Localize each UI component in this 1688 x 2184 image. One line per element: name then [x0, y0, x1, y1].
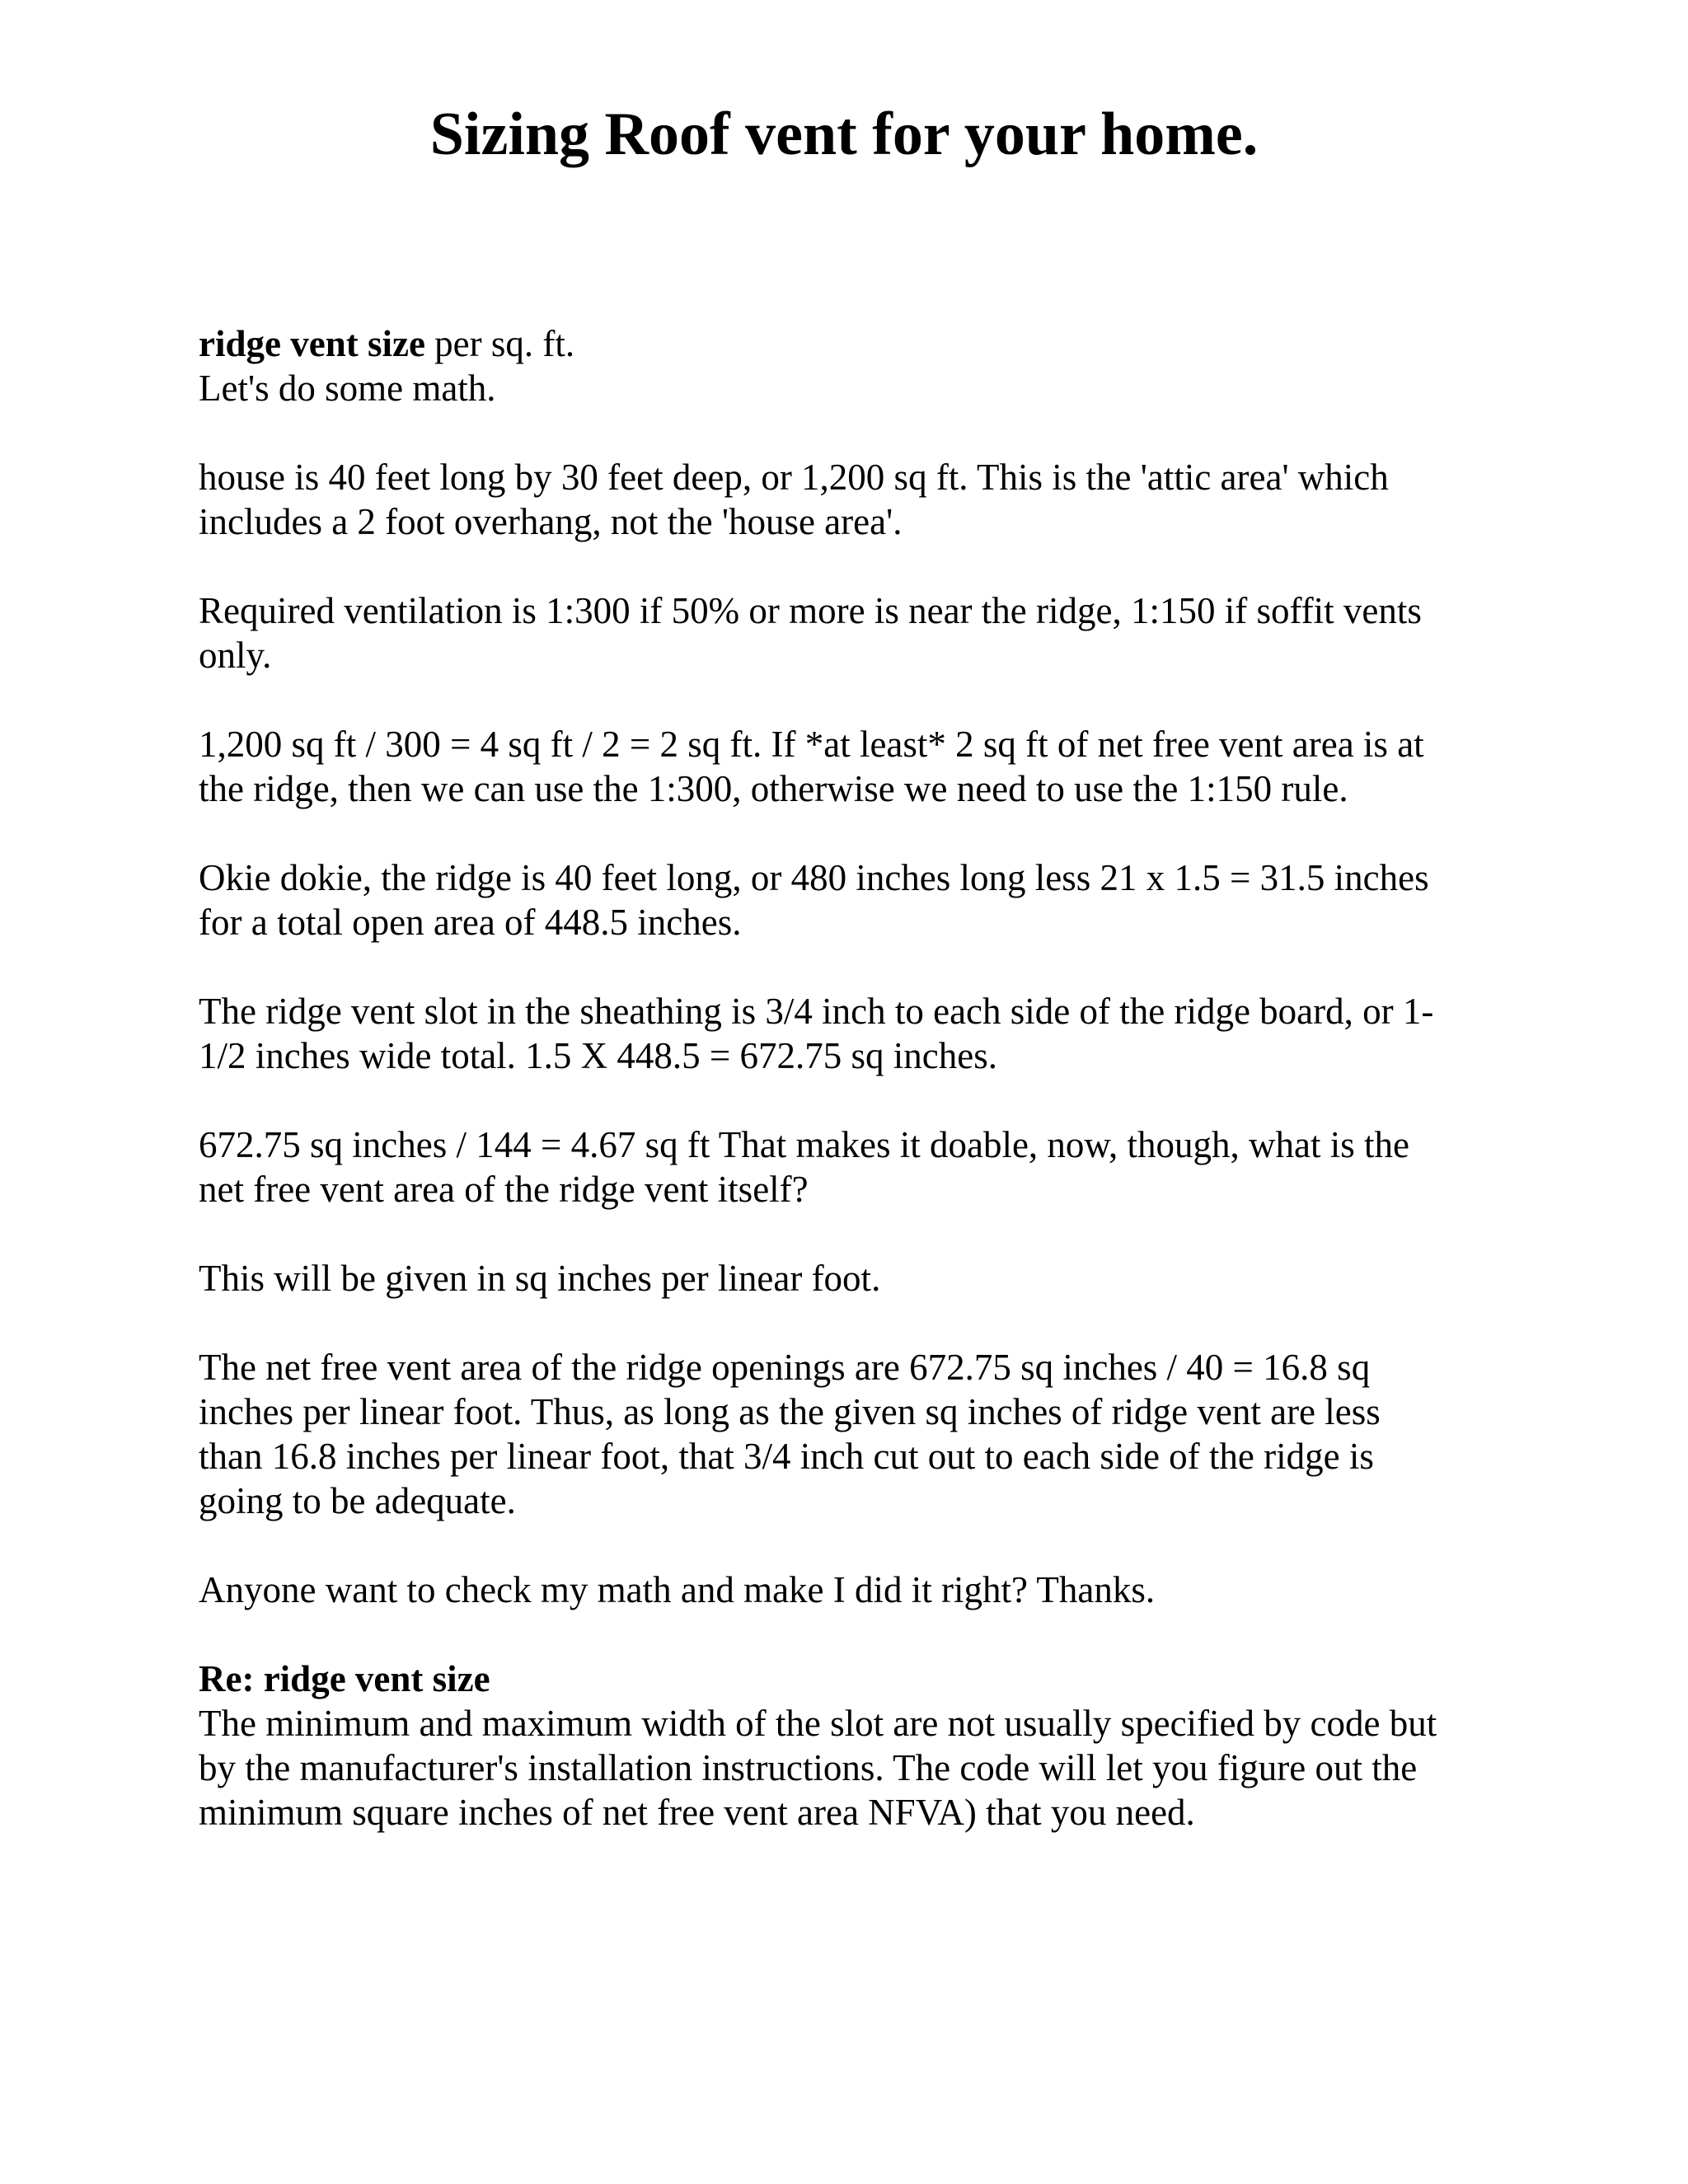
- reply-line: The minimum and maximum width of the slot are not usually specified by code but: [199, 1703, 1437, 1744]
- paragraph-line: 1/2 inches wide total. 1.5 X 448.5 = 672.75 sq inches.: [199, 1035, 998, 1076]
- reply-line: by the manufacturer's installation instructions. The code will let you figure out the: [199, 1747, 1418, 1788]
- paragraph-line: Okie dokie, the ridge is 40 feet long, or 480 inches long less 21 x 1.5 = 31.5 inches: [199, 857, 1429, 898]
- intro-topic-rest: per sq. ft.: [424, 323, 575, 364]
- paragraph-calculation: [199, 722, 1501, 811]
- paragraph-line: the ridge, then we can use the 1:300, otherwise we need to use the 1:150 rule.: [199, 768, 1348, 809]
- page-title: Sizing Roof vent for your home.: [429, 101, 1259, 168]
- paragraph-line: 672.75 sq inches / 144 = 4.67 sq ft That makes it doable, now, though, what is the: [199, 1124, 1409, 1165]
- paragraph-required-ventilation: [199, 588, 1501, 677]
- document-body: [199, 321, 1501, 1835]
- paragraph-line: Anyone want to check my math and make I did it right? Thanks.: [199, 1569, 1156, 1610]
- paragraph-line: 1,200 sq ft / 300 = 4 sq ft / 2 = 2 sq ft. If *at least* 2 sq ft of net free vent area is at: [199, 724, 1424, 765]
- paragraph-attic-area: [199, 455, 1501, 544]
- paragraph-line: Required ventilation is 1:300 if 50% or more is near the ridge, 1:150 if soffit vents: [199, 590, 1422, 631]
- reply-section: [199, 1657, 1501, 1835]
- intro-topic-line: [199, 321, 1501, 366]
- paragraph-net-free-area: [199, 1345, 1501, 1523]
- paragraph-line: for a total open area of 448.5 inches.: [199, 902, 742, 943]
- intro-line: Let's do some math.: [199, 368, 496, 409]
- paragraph-line: includes a 2 foot overhang, not the 'house area'.: [199, 501, 903, 542]
- paragraph-line: net free vent area of the ridge vent itself?: [199, 1169, 809, 1210]
- paragraph-line: The ridge vent slot in the sheathing is 3/4 inch to each side of the ridge board, or 1-: [199, 991, 1434, 1032]
- paragraph-closing-question: [199, 1568, 1501, 1612]
- reply-heading: Re: ridge vent size: [199, 1658, 490, 1699]
- paragraph-line: only.: [199, 635, 272, 676]
- intro-topic-bold: ridge vent size: [199, 323, 425, 364]
- paragraph-square-feet: [199, 1122, 1501, 1212]
- paragraph-line: The net free vent area of the ridge openings are 672.75 sq inches / 40 = 16.8 sq: [199, 1347, 1371, 1388]
- paragraph-slot-width: [199, 989, 1501, 1078]
- reply-line: minimum square inches of net free vent area NFVA) that you need.: [199, 1792, 1195, 1833]
- paragraph-line: inches per linear foot. Thus, as long as the given sq inches of ridge vent are less: [199, 1391, 1381, 1432]
- paragraph-linear-foot: [199, 1256, 1501, 1301]
- paragraph-ridge-length: [199, 855, 1501, 944]
- paragraph-line: This will be given in sq inches per linear foot.: [199, 1258, 881, 1299]
- paragraph-line: than 16.8 inches per linear foot, that 3/4 inch cut out to each side of the ridge is: [199, 1436, 1374, 1477]
- paragraph-line: going to be adequate.: [199, 1480, 516, 1521]
- paragraph-line: house is 40 feet long by 30 feet deep, or 1,200 sq ft. This is the 'attic area' which: [199, 457, 1389, 498]
